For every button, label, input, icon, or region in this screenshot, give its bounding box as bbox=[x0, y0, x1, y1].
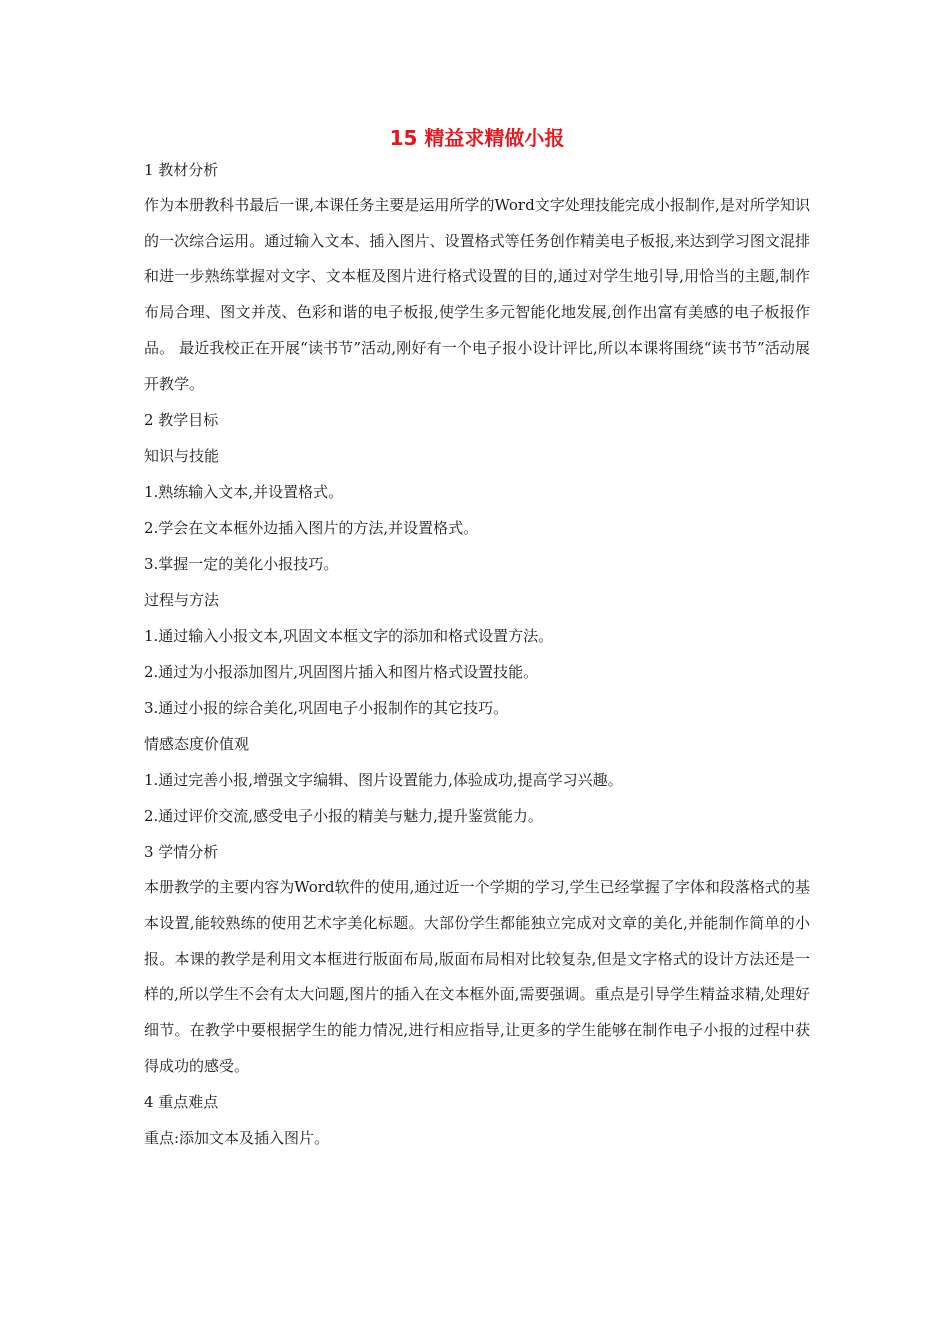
subheading-attitude-values: 情感态度价值观 bbox=[144, 735, 250, 754]
key-point-text: 重点:添加文本及插入图片。 bbox=[144, 1129, 330, 1148]
list-item: 1.通过输入小报文本,巩固文本框文字的添加和格式设置方法。 bbox=[144, 627, 554, 646]
subheading-knowledge-skills: 知识与技能 bbox=[144, 447, 220, 466]
document-body bbox=[144, 124, 810, 1156]
section-heading-key-difficulties: 4 重点难点 bbox=[144, 1093, 219, 1112]
section-heading-student-analysis: 3 学情分析 bbox=[144, 843, 219, 862]
document-title: 15 精益求精做小报 bbox=[389, 126, 565, 150]
paragraph-textbook-analysis: 作为本册教科书最后一课,本课任务主要是运用所学的Word文字处理技能完成小报制作,是对所学知识的一次综合运用。通过输入文本、插入图片、设置格式等任务创作精美电子板报,来达到学习图文混排和进一步熟练掌握对文字、文本框及图片进行格式设置的目的,通过对学生地引导,用恰当的主题,制作布局合理、图文并茂、色彩和谐的电子板报,使学生多元智能化地发展,创作出富有美感的电子板报作品。 最近我校正在开展“读书节”活动,刚好有一个电子报小设计评比,所以本课将围绕“读书节”活动展开教学。 bbox=[144, 196, 810, 393]
list-item: 2.通过为小报添加图片,巩固图片插入和图片格式设置技能。 bbox=[144, 663, 539, 682]
paragraph-student-analysis: 本册教学的主要内容为Word软件的使用,通过近一个学期的学习,学生已经掌握了字体和段落格式的基本设置,能较熟练的使用艺术字美化标题。大部份学生都能独立完成对文章的美化,并能制作简单的小报。本课的教学是利用文本框进行版面布局,版面布局相对比较复杂,但是文字格式的设计方法还是一样的,所以学生不会有太大问题,图片的插入在文本框外面,需要强调。重点是引导学生精益求精,处理好细节。在教学中要根据学生的能力情况,进行相应指导,让更多的学生能够在制作电子小报的过程中获得成功的感受。 bbox=[144, 878, 810, 1075]
section-heading-teaching-goals: 2 教学目标 bbox=[144, 411, 219, 430]
list-item: 1.通过完善小报,增强文字编辑、图片设置能力,体验成功,提高学习兴趣。 bbox=[144, 771, 623, 790]
section-heading-textbook-analysis: 1 教材分析 bbox=[144, 161, 219, 179]
list-item: 2.学会在文本框外边插入图片的方法,并设置格式。 bbox=[144, 519, 479, 538]
list-item: 2.通过评价交流,感受电子小报的精美与魅力,提升鉴赏能力。 bbox=[144, 807, 543, 826]
list-item: 3.通过小报的综合美化,巩固电子小报制作的其它技巧。 bbox=[144, 699, 509, 718]
list-item: 1.熟练输入文本,并设置格式。 bbox=[144, 483, 344, 502]
subheading-process-methods: 过程与方法 bbox=[144, 591, 220, 610]
list-item: 3.掌握一定的美化小报技巧。 bbox=[144, 555, 339, 574]
